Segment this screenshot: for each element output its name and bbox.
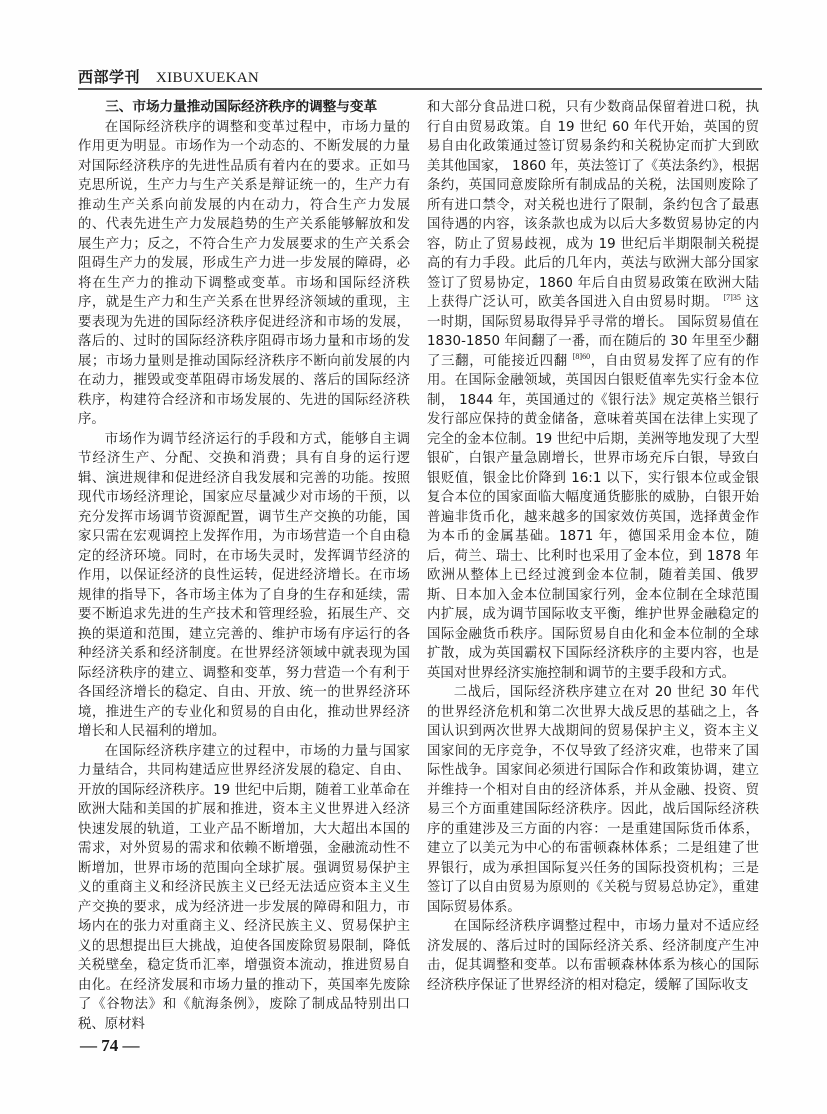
text-segment: ，自由贸易发挥了应有的作用。在国际金融领域，英国因白银贬值率先实行金本位制， 1844 年，英国通过的《银行法》规定英格兰银行发行部应保持的黄金储备，意味着英国在法律上实现了完全的金本位制。19 世纪中后期，美洲等地发现了大型银矿，白银产量急剧增长，世界市场充斥白银，导致白银贬值，银金比价降到 16:1 以下，实行银本位或金银复合本位的国家面临大幅度通货膨胀的威胁，白银开始普遍非货币化，越来越多的国家效仿英国，选择黄金作为本币的金属基础。1871 年，德国采用金本位，随后，荷兰、瑞士、比利时也采用了金本位，到 1878 年欧洲从整体上已经过渡到金本位制，随着美国、俄罗斯、日本加入金本位制国家行列，金本位制在全球范围内扩展，成为调节国际收支平衡，维护世界金融稳定的国际金融货币秩序。国际贸易自由化和金本位制的全球扩散，成为英国霸权下国际经济秩序的主要内容，也是英国对世界经济实施控制和调节的主要手段和方式。 (427, 353, 759, 681)
section-heading: 三、市场力量推动国际经济秩序的调整与变革 (105, 99, 378, 115)
paragraph: 在国际经济秩序的调整和变革过程中，市场力量的作用更为明显。市场作为一个动态的、不断发展的力量对国际经济秩序的先进性品质有着内在的要求。正如马克思所说，生产力与生产关系是辩证统一的，生产力有推动生产关系向前发展的内在动力，符合生产力发展的、代表先进生产力发展趋势的生产关系能够解放和发展生产力；反之，不符合生产力发展要求的生产关系会阻碍生产力的发展，形成生产力进一步发展的障碍，必将在生产力的推动下调整或变革。市场和国际经济秩序，就是生产力和生产关系在世界经济领域的重现，主要表现为先进的国际经济秩序促进经济和市场的发展，落后的、过时的国际经济秩序阻碍市场力量和市场的发展；市场力量则是推动国际经济秩序不断向前发展的内在动力，摧毁或变革阻碍市场发展的、落后的国际经济秩序，构建符合经济和市场发展的、先进的国际经济秩序。 (78, 119, 410, 427)
text-segment: 这一时期，国际贸易取得异乎寻常的增长。 国际贸易值在 1830-1850 年间翻了一番，而在随后的 30 年里至少翻了三翻，可能接近四翻 (427, 295, 759, 369)
paragraph: 在国际经济秩序调整过程中，市场力量对不适应经济发展的、落后过时的国际经济关系、经济制度产生冲击，促其调整和变革。以布雷顿森林体系为核心的国际经济秩序保证了世界经济的相对稳定，缓解了国际收支 (427, 919, 759, 993)
right-column (427, 98, 759, 995)
paragraph: 二战后，国际经济秩序建立在对 20 世纪 30 年代的世界经济危机和第二次世界大战反思的基础之上，各国认识到两次世界大战期间的贸易保护主义，资本主义国家间的无序竞争，不仅导致了经济灾难，也带来了国际性战争。国家间必须进行国际合作和政策协调，建立并维持一个相对自由的经济体系，并从金融、投资、贸易三个方面重建国际经济秩序。因此，战后国际经济秩序的重建涉及三方面的内容：一是重建国际货币体系，建立了以美元为中心的布雷顿森林体系；二是组建了世界银行，成为承担国际复兴任务的国际投资机构；三是签订了以自由贸易为原则的《关税与贸易总协定》，重建国际贸易体系。 (427, 685, 759, 915)
paragraph: 市场作为调节经济运行的手段和方式，能够自主调节经济生产、分配、交换和消费；具有自身的运行逻辑、演进规律和促进经济自我发展和完善的功能。按照现代市场经济理论，国家应尽量减少对市场的干预，以充分发挥市场调节资源配置，调节生产交换的功能，国家只需在宏观调控上发挥作用，为市场营造一个自由稳定的经济环境。同时，在市场失灵时，发挥调节经济的作用，以保证经济的良性运转，促进经济增长。在市场规律的指导下，各市场主体为了自身的生存和延续，需要不断追求先进的生产技术和管理经验，拓展生产、交换的渠道和范围，建立完善的、维护市场有序运行的各种经济关系和经济制度。在世界经济领域中就表现为国际经济秩序的建立、调整和变革，努力营造一个有利于各国经济增长的稳定、自由、开放、统一的世界经济环境，推进生产的专业化和贸易的自由化，推动世界经济增长和人民福利的增加。 (78, 431, 410, 739)
left-column (78, 98, 410, 1034)
journal-name-cn: 西部学刊 (78, 68, 141, 86)
running-header (78, 66, 762, 90)
paragraph: 在国际经济秩序建立的过程中，市场的力量与国家力量结合，共同构建适应世界经济发展的稳定、自由、开放的国际经济秩序。19 世纪中后期，随着工业革命在欧洲大陆和美国的扩展和推进，资本主义世界进入经济快速发展的轨道，工业产品不断增加，大大超出本国的需求，对外贸易的需求和依赖不断增强，金融流动性不断增加，世界市场的范围向全球扩展。强调贸易保护主义的重商主义和经济民族主义已经无法适应资本主义生产交换的要求，成为经济进一步发展的障碍和阻力，市场内在的张力对重商主义、经济民族主义、贸易保护主义的思想提出巨大挑战，迫使各国废除贸易限制，降低关税壁垒，稳定货币汇率，增强资本流动，推进贸易自由化。在经济发展和市场力量的推动下，英国率先废除了《谷物法》和《航海条例》，废除了制成品特别出口税、原材料 (78, 743, 410, 1032)
paragraph-continued (427, 98, 759, 683)
citation-ref: [8]60 (572, 351, 591, 361)
text-segment: 和大部分食品进口税，只有少数商品保留着进口税，执行自由贸易政策。自 19 世纪 60 年代开始，英国的贸易自由化政策通过签订贸易条约和关税协定而扩大到欧美其他国家， 1860 年，英法签订了《英法条约》，根据条约，英国同意废除所有制成品的关税，法国则废除了所有进口禁令，对关税也进行了限制，条约包含了最惠国待遇的内容，该条款也成为以后大多数贸易协定的内容，防止了贸易歧视，成为 19 世纪后半期限制关税提高的有力手段。此后的几年内，英法与欧洲大部分国家签订了贸易协定，1860 年后自由贸易政策在欧洲大陆上获得广泛认可，欧美各国进入自由贸易时期。 (427, 100, 759, 310)
page-number: — 74 — (80, 1036, 140, 1055)
citation-ref: [7]35 (723, 293, 741, 302)
journal-name-en: XIBUXUEKAN (156, 70, 260, 86)
